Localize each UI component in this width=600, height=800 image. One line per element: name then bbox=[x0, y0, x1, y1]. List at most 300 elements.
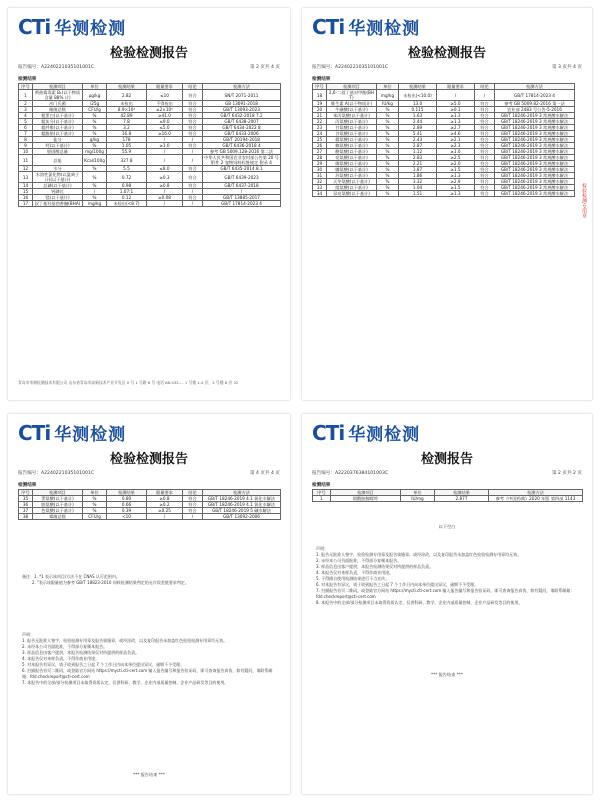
page-number: 第 3 页共 4 页 bbox=[551, 65, 582, 70]
table-cell: 22 bbox=[313, 119, 327, 125]
table-cell: ≥1.5 bbox=[437, 167, 475, 173]
table-cell: / bbox=[147, 149, 183, 155]
table-cell: 赖氨酸(以干基计) bbox=[327, 143, 377, 149]
table-cell: ≥2.9 bbox=[437, 179, 475, 185]
results-table bbox=[312, 489, 583, 502]
report-meta bbox=[18, 470, 280, 476]
table-cell: GB/T 17814-2023 4 bbox=[495, 90, 575, 101]
table-cell: % bbox=[83, 502, 107, 508]
cti-logo-text: 华测检测 bbox=[348, 425, 421, 445]
report-title: 检测报告 bbox=[420, 452, 473, 467]
table-cell: 中华人民共和国农业农村部公告第 20 号附件 2 宠物饲料标签规定 附录 4 bbox=[204, 155, 279, 165]
column-header: 检测方法 bbox=[203, 84, 281, 90]
table-cell: 3.32 bbox=[399, 179, 437, 185]
column-header: 单位 bbox=[83, 84, 107, 90]
table-cell: 1.86 bbox=[399, 173, 437, 179]
column-header: 单位 bbox=[377, 84, 399, 90]
report-page-2 bbox=[302, 8, 592, 400]
column-header: 检测结果 bbox=[107, 490, 147, 496]
cti-logo-mark: CTi bbox=[312, 14, 345, 39]
table-cell: / bbox=[183, 189, 203, 195]
table-cell: 2.21 bbox=[399, 161, 437, 167]
table-cell: / bbox=[183, 137, 203, 143]
table-cell: / bbox=[475, 90, 495, 101]
table-cell: % bbox=[83, 195, 107, 201]
table-cell: ≥2.3 bbox=[437, 143, 475, 149]
table-cell: 42.89 bbox=[107, 113, 147, 119]
table-cell: 18 bbox=[313, 90, 327, 101]
report-meta bbox=[312, 470, 582, 476]
table-cell: 2.44 bbox=[399, 119, 437, 125]
table-cell: ≥0.8 bbox=[147, 183, 183, 189]
report-meta bbox=[18, 64, 280, 70]
table-cell: 胆固醇总量 bbox=[33, 149, 83, 155]
table-cell: 符合 bbox=[183, 101, 203, 107]
report-page-3 bbox=[8, 414, 290, 794]
table-cell: 符合 bbox=[475, 191, 495, 197]
table-cell: % bbox=[83, 113, 107, 119]
table-cell: GB/T 18246-2019 3 常规酸水解法 bbox=[495, 155, 575, 161]
table-cell: 精氨酸(以干基计) bbox=[327, 137, 377, 143]
table-cell: <10 bbox=[107, 514, 147, 520]
table-cell: / bbox=[147, 514, 183, 520]
column-header: 检测结果 bbox=[435, 490, 489, 496]
table-cell: 镁(以干基计) bbox=[33, 195, 83, 201]
column-header: 序号 bbox=[19, 84, 33, 90]
table-cell: μg/kg bbox=[83, 90, 107, 101]
table-cell: 9 bbox=[19, 143, 33, 149]
table-cell: ≤8.0 bbox=[147, 166, 183, 172]
table-cell: 胱氨酸(以干基计) bbox=[33, 502, 83, 508]
table-cell: 5.5 bbox=[107, 166, 147, 172]
table-cell: 7.8 bbox=[107, 119, 147, 125]
table-cell: 3 bbox=[19, 107, 33, 113]
column-header: 检测项目 bbox=[33, 490, 83, 496]
table-row bbox=[19, 201, 281, 207]
table-cell: 维生素 A(以干物质计) bbox=[327, 101, 377, 107]
cti-logo-mark: CTi bbox=[18, 420, 51, 445]
table-cell: ≥1.3 bbox=[437, 173, 475, 179]
table-cell: 15 bbox=[19, 189, 33, 195]
table-cell: GB/T 6434-2022 8 bbox=[203, 125, 281, 131]
statement-line: 5. 不得擅自使用检测结果进行不当宣传。 bbox=[316, 576, 390, 581]
table-cell: GB/T 13092-2006 bbox=[203, 514, 281, 520]
table-cell: 2.83 bbox=[399, 155, 437, 161]
table-cell: 21 bbox=[313, 113, 327, 119]
table-cell: 2.82 bbox=[107, 90, 147, 101]
table-cell: 未检出(<10.0) bbox=[399, 90, 437, 101]
column-header: 序号 bbox=[313, 84, 327, 90]
table-cell: % bbox=[83, 119, 107, 125]
table-cell: 2,6-二叔丁基对甲酚(BHT) bbox=[327, 90, 377, 101]
report-number: 报告编号：A2240221035101001C bbox=[18, 65, 95, 70]
table-cell: 17 bbox=[19, 201, 33, 207]
column-header: 检测方法 bbox=[489, 490, 583, 496]
table-cell: 6 bbox=[19, 125, 33, 131]
table-cell: 1 bbox=[19, 90, 33, 101]
report-page-4 bbox=[302, 414, 592, 794]
table-row bbox=[313, 496, 583, 502]
table-cell: 参考 GB 5009.82-2016 第一法 bbox=[495, 101, 575, 107]
statement-line: 4. 本报告仅对来样负责，不得作商业用途。 bbox=[22, 656, 100, 661]
table-cell: 钙(以干基计) bbox=[33, 143, 83, 149]
table-cell: 钙磷比 bbox=[33, 189, 83, 195]
table-cell: 脯氨酸(以干基计) bbox=[327, 167, 377, 173]
table-cell: GB/T 6436-2018 4 bbox=[203, 143, 281, 149]
table-cell: 细菌总数 bbox=[33, 107, 83, 113]
table-cell: 37 bbox=[19, 508, 33, 514]
table-cell: mg/kg bbox=[83, 201, 107, 207]
statement-line: 1. 报告无批准人签字，检验检测专用章及报告骑缝章，或经涂改，以及复印报告未加盖红色检验检测专用章均无效。 bbox=[316, 552, 522, 557]
table-cell: % bbox=[83, 166, 107, 172]
table-cell: GB/T 6432-2018 7.2 bbox=[203, 113, 281, 119]
table-cell: 0.80 bbox=[107, 496, 147, 502]
table-cell: 25 bbox=[313, 137, 327, 143]
statement-line: 6. 对本报告有异议，请于收到报告之日起 7 个工作日内向本单位提出异议，逾期不予受理。 bbox=[316, 582, 479, 587]
results-table bbox=[18, 83, 281, 207]
table-cell: % bbox=[377, 161, 399, 167]
table-cell: 蛋氨酸(以干基计) bbox=[33, 496, 83, 502]
table-cell: 1.07:1 bbox=[107, 189, 147, 195]
table-cell: / bbox=[147, 189, 183, 195]
table-cell: GB/T 18246-2019 3 常规酸水解法 bbox=[495, 137, 575, 143]
report-title: 检验检测报告 bbox=[109, 46, 188, 61]
column-header: 检测方法 bbox=[203, 490, 281, 496]
table-cell: GB/T 18246-2019 5 碱水解法 bbox=[203, 508, 281, 514]
table-cell: GB/T 17814-2023 4 bbox=[203, 201, 281, 207]
seam-stamp: 检验检测专用章 bbox=[581, 183, 587, 218]
report-number: 报告编号：A2240221035101001C bbox=[312, 65, 389, 70]
table-cell: GB/T 20194-2018 bbox=[203, 137, 281, 143]
table-cell: % bbox=[377, 125, 399, 131]
table-cell: 23 bbox=[313, 125, 327, 131]
table-cell: 38 bbox=[19, 514, 33, 520]
cti-logo-mark: CTi bbox=[312, 420, 345, 445]
table-cell: 32 bbox=[313, 179, 327, 185]
table-cell: 符合 bbox=[475, 143, 495, 149]
table-cell: % bbox=[377, 131, 399, 137]
report-meta bbox=[312, 64, 582, 70]
table-cell: 不得检出 bbox=[147, 101, 183, 107]
table-cell: GB/T 6439-2023 bbox=[203, 172, 281, 183]
table-cell: 符合 bbox=[183, 508, 203, 514]
table-cell: 符合 bbox=[475, 155, 495, 161]
table-cell: 2.877 bbox=[435, 496, 489, 502]
table-cell: 0.115 bbox=[399, 107, 437, 113]
table-cell: 8.9×10⁴ bbox=[107, 107, 147, 113]
cti-logo-mark: CTi bbox=[18, 14, 51, 39]
table-cell: IU/mg bbox=[401, 496, 435, 502]
table-cell: % bbox=[83, 508, 107, 514]
table-row bbox=[19, 155, 281, 166]
table-cell: % bbox=[377, 191, 399, 197]
table-cell: 符合 bbox=[475, 167, 495, 173]
section-heading: 检测结果 bbox=[18, 77, 37, 82]
table-cell: 符合 bbox=[183, 90, 203, 101]
table-cell: 符合 bbox=[475, 173, 495, 179]
table-cell: 苯丙氨酸(以干基计) bbox=[327, 113, 377, 119]
table-cell: 1.63 bbox=[399, 113, 437, 119]
table-cell: GB/T 18246-2019 3 常规酸水解法 bbox=[495, 167, 575, 173]
report-end: *** 报告结束 *** bbox=[431, 672, 463, 677]
table-cell: 12 bbox=[19, 166, 33, 172]
report-number: 报告编号：A2240221035101001C bbox=[18, 471, 95, 476]
table-cell: 粗脂肪(以干基计) bbox=[33, 131, 83, 137]
table-cell: 34 bbox=[313, 191, 327, 197]
table-cell: 1 bbox=[313, 496, 331, 502]
table-cell: ≥16.0 bbox=[147, 131, 183, 137]
table-cell: ≤9.0 bbox=[147, 119, 183, 125]
table-row bbox=[313, 90, 575, 101]
table-cell: GB/T 18246-2019 3 常规酸水解法 bbox=[495, 179, 575, 185]
table-cell: 天冬氨酸(以干基计) bbox=[327, 179, 377, 185]
report-page-1 bbox=[8, 8, 290, 400]
table-cell: GB/T 18246-2019 3 常规酸水解法 bbox=[495, 161, 575, 167]
table-cell: 55.9 bbox=[107, 149, 147, 155]
table-cell: 24 bbox=[313, 131, 327, 137]
statement bbox=[22, 632, 276, 686]
table-cell: 农业部 2483 号公告-5-2016 bbox=[495, 107, 575, 113]
column-header: 限量要求 bbox=[147, 490, 183, 496]
table-cell: 符合 bbox=[183, 131, 203, 137]
table-cell: 符合 bbox=[183, 107, 203, 113]
table-cell: / bbox=[183, 201, 203, 207]
cti-logo bbox=[18, 420, 126, 445]
table-cell: ≥2.0 bbox=[437, 161, 475, 167]
table-cell: 总磷(以干基计) bbox=[33, 183, 83, 189]
cti-logo-text: 华测检测 bbox=[348, 19, 421, 39]
table-cell: % bbox=[377, 143, 399, 149]
table-cell: ≥0.3 bbox=[147, 172, 183, 183]
table-cell: 35 bbox=[19, 496, 33, 502]
table-cell: 1.12 bbox=[399, 149, 437, 155]
table-cell: 参考《中国药典》2020 年版 第四部 1143 bbox=[489, 496, 583, 502]
table-cell: % bbox=[377, 185, 399, 191]
table-cell: 7 bbox=[19, 131, 33, 137]
table-cell: 13.0 bbox=[399, 101, 437, 107]
cti-logo bbox=[18, 14, 126, 39]
table-cell: ≥5.0 bbox=[437, 101, 475, 107]
remarks bbox=[22, 574, 276, 586]
table-cell: 叔丁基羟基茴香醚(BHA) bbox=[33, 201, 83, 207]
column-header: 限量要求 bbox=[147, 84, 183, 90]
table-cell: 组氨酸(以干基计) bbox=[327, 185, 377, 191]
column-header: 单位 bbox=[401, 490, 435, 496]
table-cell: 异亮氨酸(以干基计) bbox=[327, 191, 377, 197]
table-cell: 符合 bbox=[475, 137, 495, 143]
table-cell: 酪氨酸(以干基计) bbox=[327, 149, 377, 155]
table-cell: 牛磺酸(以干基计) bbox=[327, 107, 377, 113]
table-cell: 0.66 bbox=[107, 502, 147, 508]
table-cell: % bbox=[377, 167, 399, 173]
statement-line: 6. 扫描报告首页二维码，或登陆官方网站 https://mycti.cti-cert.com 输入报告编号和报告验证码，即可查询报告真伪，如有疑问，请联系邮箱：fdd.checkreport@cti-cert.com bbox=[22, 668, 273, 679]
table-cell: % bbox=[83, 172, 107, 183]
table-cell: 烟酰胺腺嘌呤 bbox=[331, 496, 401, 502]
table-cell: ≥1.5 bbox=[437, 185, 475, 191]
section-heading: 检测结果 bbox=[18, 483, 37, 488]
statement-line: 2. 未经本公司书面批准，不得部分复制本报告。 bbox=[316, 558, 402, 563]
table-cell: 沙门氏菌 bbox=[33, 101, 83, 107]
table-cell: 符合 bbox=[475, 149, 495, 155]
table-cell: 31 bbox=[313, 173, 327, 179]
statement-line: 2. 未经本公司书面批准，不得部分复制本报告。 bbox=[22, 644, 108, 649]
table-cell: 0.72 bbox=[107, 172, 147, 183]
table-cell: 符合 bbox=[475, 185, 495, 191]
table-cell: 符合 bbox=[183, 502, 203, 508]
table-cell: 327.8 bbox=[107, 155, 147, 166]
table-cell: 0.39 bbox=[107, 508, 147, 514]
table-cell: 符合 bbox=[475, 125, 495, 131]
table-cell: 19 bbox=[313, 101, 327, 107]
table-cell: 0.98 bbox=[107, 183, 147, 189]
table-cell: % bbox=[377, 107, 399, 113]
table-cell: / bbox=[147, 201, 183, 207]
column-header: 检测结果 bbox=[107, 84, 147, 90]
table-cell: 符合 bbox=[183, 166, 203, 172]
table-cell: % bbox=[377, 173, 399, 179]
statement bbox=[316, 546, 578, 606]
table-cell: 盐分 bbox=[33, 137, 83, 143]
table-cell: 亮氨酸(以干基计) bbox=[327, 155, 377, 161]
table-cell: 未检出(<8.7) bbox=[107, 201, 147, 207]
table-cell: 符合 bbox=[475, 179, 495, 185]
table-cell: ≥0.8 bbox=[147, 496, 183, 502]
table-cell: GB/T 18246-2019 3 常规酸水解法 bbox=[495, 131, 575, 137]
table-cell: 10 bbox=[19, 149, 33, 155]
table-cell: 11 bbox=[19, 155, 33, 166]
column-header: 检测项目 bbox=[331, 490, 401, 496]
table-cell: / bbox=[203, 189, 281, 195]
table-cell: 1.04 bbox=[399, 185, 437, 191]
table-cell: mg/100g bbox=[83, 149, 107, 155]
table-cell: 粗蛋白(以干基计) bbox=[33, 113, 83, 119]
statement-line: 5. 对本报告有异议，请于收到报告之日起 7 个工作日内向本单位提出异议，逾期不予受理。 bbox=[22, 662, 185, 667]
table-cell: 符合 bbox=[475, 107, 495, 113]
table-cell: CFU/g bbox=[83, 514, 107, 520]
blank-marker: 以下空白 bbox=[438, 524, 456, 529]
table-cell: ≥4.6 bbox=[437, 131, 475, 137]
table-cell: ≤2×10⁶ bbox=[147, 107, 183, 113]
results-table bbox=[18, 489, 281, 520]
statement-title: 声明： bbox=[316, 546, 328, 551]
table-cell: 苏氨酸(以干基计) bbox=[327, 173, 377, 179]
table-cell: / bbox=[183, 149, 203, 155]
table-cell: GB/T 13885-2017 bbox=[203, 195, 281, 201]
table-cell: ≥0.08 bbox=[147, 195, 183, 201]
report-end: *** 报告结束 *** bbox=[133, 772, 165, 777]
statement-line: 3. 样品信息由客户提供，本报告检测结果仅对所提供的样品负责。 bbox=[22, 650, 140, 655]
table-cell: GB/T 6435-2014 8.1 bbox=[203, 166, 281, 172]
column-header: 序号 bbox=[313, 490, 331, 496]
table-cell: / bbox=[183, 514, 203, 520]
table-cell: / bbox=[147, 137, 183, 143]
table-cell: 甘氨酸(以干基计) bbox=[327, 125, 377, 131]
table-cell: 2.87 bbox=[399, 143, 437, 149]
section-heading: 检测结果 bbox=[312, 77, 331, 82]
table-cell: ≥2.5 bbox=[437, 155, 475, 161]
statement-line: 3. 样品信息由客户提供，本报告检测结果仅对所提供的样品负责。 bbox=[316, 564, 434, 569]
table-cell: 色氨酸(以干基计) bbox=[33, 508, 83, 514]
table-row bbox=[313, 191, 575, 197]
table-cell: GB/T 18246-2019 3 常规酸水解法 bbox=[495, 119, 575, 125]
table-cell: % bbox=[83, 131, 107, 137]
table-cell: 符合 bbox=[183, 496, 203, 502]
table-cell: SN/T 2071-2011 bbox=[203, 90, 281, 101]
table-row bbox=[19, 172, 281, 183]
table-cell: 16.8 bbox=[107, 131, 147, 137]
report-title: 检验检测报告 bbox=[407, 46, 486, 61]
table-cell: GB/T 6433-2006 bbox=[203, 131, 281, 137]
table-cell: 3.2 bbox=[107, 125, 147, 131]
results-table bbox=[312, 83, 575, 197]
table-cell: 1.51 bbox=[399, 191, 437, 197]
column-header: 单位 bbox=[83, 490, 107, 496]
table-cell: ≥1.3 bbox=[437, 113, 475, 119]
table-cell: ≥41.0 bbox=[147, 113, 183, 119]
table-cell: 粗灰分(以干基计) bbox=[33, 119, 83, 125]
table-cell: 符合 bbox=[183, 119, 203, 125]
table-cell: GB/T 18246-2019 3 常规酸水解法 bbox=[495, 149, 575, 155]
table-cell: GB/T 18246-2019 3 常规酸水解法 bbox=[495, 191, 575, 197]
table-cell: ≥2.1 bbox=[437, 137, 475, 143]
table-cell: 缬氨酸(以干基计) bbox=[327, 161, 377, 167]
table-cell: % bbox=[377, 113, 399, 119]
table-cell: 总能 bbox=[33, 155, 83, 166]
table-cell: 符合 bbox=[183, 172, 203, 183]
table-cell: 5 bbox=[19, 119, 33, 125]
table-cell: % bbox=[83, 125, 107, 131]
report-title: 检验检测报告 bbox=[109, 452, 188, 467]
table-cell: g/kg bbox=[83, 137, 107, 143]
table-cell: % bbox=[83, 183, 107, 189]
table-cell: GB/T 18246-2019 3 常规酸水解法 bbox=[495, 143, 575, 149]
table-cell: GB/T 18246-2019 3 常规酸水解法 bbox=[495, 125, 575, 131]
table-cell: GB 13091-2018 bbox=[203, 101, 281, 107]
table-cell: ≥1.0 bbox=[147, 143, 183, 149]
table-cell: 2.89 bbox=[399, 125, 437, 131]
table-cell: 30 bbox=[313, 167, 327, 173]
table-cell: 符合 bbox=[475, 161, 495, 167]
table-cell: Kcal/100g bbox=[83, 155, 107, 166]
cti-logo bbox=[312, 420, 420, 445]
table-cell: 丙氨酸(以干基计) bbox=[327, 119, 377, 125]
section-heading: 检测结果 bbox=[312, 483, 331, 488]
cti-logo-text: 华测检测 bbox=[54, 19, 127, 39]
column-header: 检测方法 bbox=[495, 84, 575, 90]
table-cell: / bbox=[147, 155, 183, 166]
report-number: 报告编号：A2220376384101003C bbox=[312, 471, 389, 476]
table-cell: 8 bbox=[19, 137, 33, 143]
table-cell: mg/kg bbox=[377, 90, 399, 101]
remark-line: 2. "表示该限量值为参考 GB/T 18823-2010 饲料检测结果判定的允许误差值要求判定。 bbox=[32, 580, 189, 585]
table-cell: GB/T 18246-2019 4.1 氧化水解法 bbox=[203, 502, 281, 508]
table-cell: 粗纤维(以干基计) bbox=[33, 125, 83, 131]
column-header: 结论 bbox=[475, 84, 495, 90]
column-header: 检测项目 bbox=[327, 84, 377, 90]
table-cell: ≥2.7 bbox=[437, 125, 475, 131]
column-header: 序号 bbox=[19, 490, 33, 496]
table-cell: / bbox=[437, 90, 475, 101]
column-header: 结论 bbox=[183, 84, 203, 90]
statement-line: 4. 本报告仅对来样负责，不得作商业用途。 bbox=[316, 570, 394, 575]
table-cell: / bbox=[183, 155, 203, 166]
table-cell: 符合 bbox=[183, 195, 203, 201]
table-cell: 1.05 bbox=[107, 143, 147, 149]
cti-logo-text: 华测检测 bbox=[54, 425, 127, 445]
table-cell: 黄曲霉毒素 B₁(以干物质含量 88% 计) bbox=[33, 90, 83, 101]
table-cell: IU/kg bbox=[377, 101, 399, 107]
table-cell: ≤5.0 bbox=[147, 125, 183, 131]
